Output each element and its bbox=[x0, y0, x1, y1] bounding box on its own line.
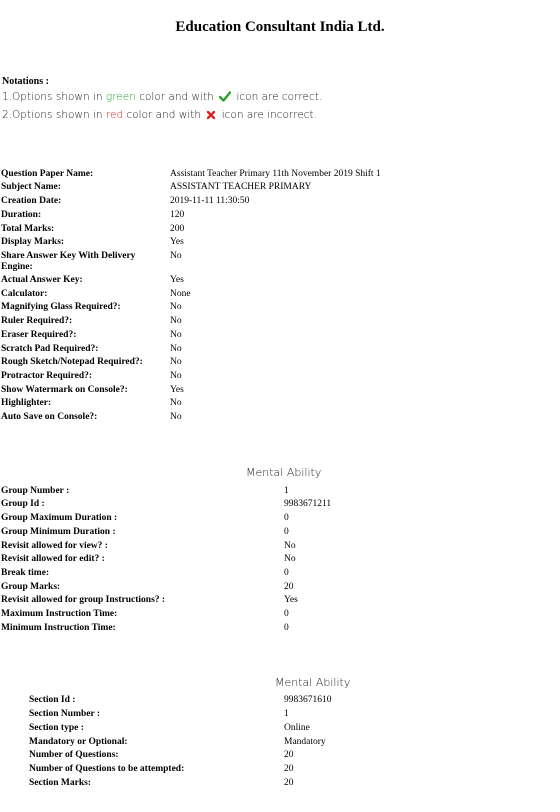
section-value: Online bbox=[284, 723, 310, 733]
group-label: Revisit allowed for group Instructions? : bbox=[1, 595, 166, 605]
check-icon bbox=[219, 91, 231, 105]
paper-value: No bbox=[170, 344, 182, 354]
section-value: 9983671610 bbox=[284, 695, 332, 705]
paper-label: Calculator: bbox=[1, 289, 48, 299]
red-word: red bbox=[105, 109, 124, 121]
section-label: Number of Questions to be attempted: bbox=[29, 764, 185, 774]
group-value: 0 bbox=[284, 623, 289, 633]
paper-value: No bbox=[170, 302, 182, 312]
section-label: Section Id : bbox=[29, 695, 76, 705]
paper-label: Subject Name: bbox=[1, 182, 61, 192]
paper-value: No bbox=[170, 251, 182, 261]
paper-value: Assistant Teacher Primary 11th November 2019 Shift 1 bbox=[170, 169, 381, 179]
paper-label: Display Marks: bbox=[1, 237, 65, 247]
paper-label: Rough Sketch/Notepad Required?: bbox=[1, 357, 143, 367]
section-label: Section Marks: bbox=[29, 778, 92, 788]
paper-value: Yes bbox=[170, 275, 184, 285]
paper-value: No bbox=[170, 316, 182, 326]
group-label: Group Minimum Duration : bbox=[1, 527, 116, 537]
notation-correct: 1.Options shown in green color and with icon are correct. bbox=[2, 91, 323, 103]
paper-value: 200 bbox=[170, 224, 185, 234]
paper-value: Yes bbox=[170, 237, 184, 247]
paper-label: Ruler Required?: bbox=[1, 316, 73, 326]
group-value: 0 bbox=[284, 527, 289, 537]
paper-value: No bbox=[170, 371, 182, 381]
group-value: 0 bbox=[284, 568, 289, 578]
notation-incorrect: 2.Options shown in red color and with icon are incorrect. bbox=[2, 109, 318, 121]
section-value: 20 bbox=[284, 750, 294, 760]
section-label: Number of Questions: bbox=[29, 750, 119, 760]
paper-label: Question Paper Name: bbox=[1, 169, 94, 179]
group-title: Mental Ability bbox=[246, 466, 322, 479]
group-label: Group Number : bbox=[1, 486, 70, 496]
paper-label: Share Answer Key With Delivery Engine: bbox=[1, 251, 136, 272]
section-label: Section Number : bbox=[29, 709, 101, 719]
paper-value: None bbox=[170, 289, 191, 299]
paper-label: Auto Save on Console?: bbox=[1, 412, 98, 422]
section-value: Mandatory bbox=[284, 737, 326, 747]
group-label: Minimum Instruction Time: bbox=[1, 623, 116, 633]
group-label: Revisit allowed for edit? : bbox=[1, 554, 105, 564]
notations-heading: Notations : bbox=[2, 76, 49, 87]
group-value: No bbox=[284, 554, 296, 564]
group-label: Break time: bbox=[1, 568, 50, 578]
paper-value: No bbox=[170, 398, 182, 408]
paper-label: Total Marks: bbox=[1, 224, 55, 234]
cross-icon bbox=[206, 110, 216, 123]
paper-value: No bbox=[170, 330, 182, 340]
paper-value: 120 bbox=[170, 210, 185, 220]
section-value: 1 bbox=[284, 709, 289, 719]
group-value: 20 bbox=[284, 582, 294, 592]
paper-label: Creation Date: bbox=[1, 196, 62, 206]
paper-value: Yes bbox=[170, 385, 184, 395]
group-label: Group Marks: bbox=[1, 582, 61, 592]
group-value: 0 bbox=[284, 513, 289, 523]
section-value: 20 bbox=[284, 764, 294, 774]
paper-value: No bbox=[170, 357, 182, 367]
paper-label: Magnifying Glass Required?: bbox=[1, 302, 121, 312]
paper-label: Show Watermark on Console?: bbox=[1, 385, 128, 395]
paper-label: Scratch Pad Required?: bbox=[1, 344, 99, 354]
section-label: Mandatory or Optional: bbox=[29, 737, 128, 747]
paper-label: Duration: bbox=[1, 210, 42, 220]
paper-value: No bbox=[170, 412, 182, 422]
paper-label: Highlighter: bbox=[1, 398, 52, 408]
group-label: Group Maximum Duration : bbox=[1, 513, 118, 523]
section-title: Mental Ability bbox=[275, 676, 351, 689]
paper-label: Eraser Required?: bbox=[1, 330, 77, 340]
paper-value: 2019-11-11 11:30:50 bbox=[170, 196, 250, 206]
group-value: Yes bbox=[284, 595, 298, 605]
page-title: Education Consultant India Ltd. bbox=[175, 19, 385, 35]
group-value: 9983671211 bbox=[284, 499, 332, 509]
group-value: No bbox=[284, 541, 296, 551]
group-value: 0 bbox=[284, 609, 289, 619]
group-label: Group Id : bbox=[1, 499, 45, 509]
paper-label: Actual Answer Key: bbox=[1, 275, 83, 285]
group-label: Revisit allowed for view? : bbox=[1, 541, 108, 551]
paper-value: ASSISTANT TEACHER PRIMARY bbox=[170, 182, 312, 192]
green-word: green bbox=[105, 91, 136, 103]
group-label: Maximum Instruction Time: bbox=[1, 609, 118, 619]
section-label: Section type : bbox=[29, 723, 84, 733]
paper-label: Protractor Required?: bbox=[1, 371, 93, 381]
section-value: 20 bbox=[284, 778, 294, 788]
group-value: 1 bbox=[284, 486, 289, 496]
